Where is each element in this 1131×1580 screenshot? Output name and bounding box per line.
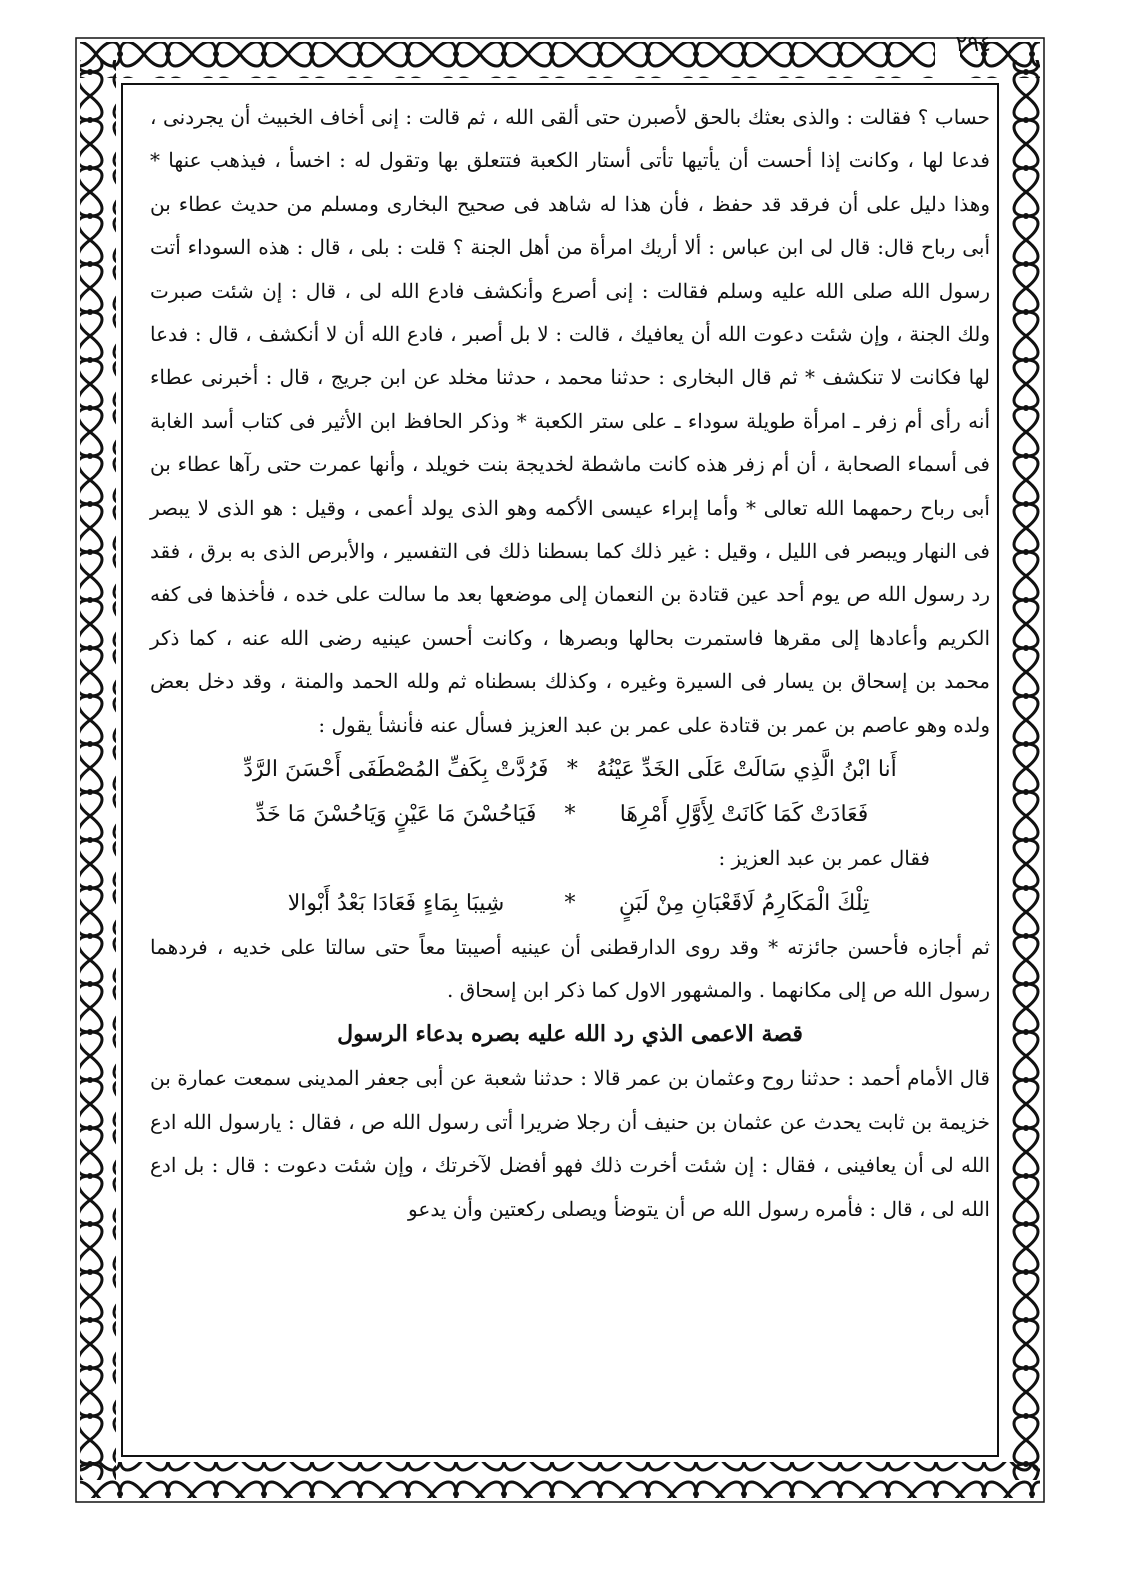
section-title: قصة الاعمى الذي رد الله عليه بصره بدعاء الرسول xyxy=(337,1021,803,1048)
verse-separator: * xyxy=(564,802,576,828)
verse-hemistich: تِلْكَ الْمَكَارِمُ لَاقَعْبَانِ مِنْ لَبَنٍ xyxy=(618,890,870,916)
verse-line xyxy=(150,792,990,837)
verse-hemistich: أَنا ابْنُ الَّذِي سَالَتْ عَلَى الخَدِّ عَيْنُهُ xyxy=(596,757,897,783)
verse-hemistich: شِيبَا بِمَاءٍ فَعَادَا بَعْدُ أَبْوالا xyxy=(287,890,505,916)
paragraph: فقال عمر بن عبد العزيز : xyxy=(718,846,930,871)
paragraph: حساب ؟ فقالت : والذى بعثك بالحق لأصبرن حتى ألقى الله ، ثم قالت : إنى أخاف الخبيث أن يجردنى ، فدعا لها ، وكانت إذا أحست أن يأتيها تأتى أستار الكعبة فتتعلق بها وتقول له : اخسأ ، فيذهب عنها * وهذا دليل على أن فرقد قد حفظ ، فأن هذا له شاهد فى صحيح البخارى ومسلم من حديث عطاء بن أبى رباح قال: قال لى ابن عباس : ألا أريك امرأة من أهل الجنة ؟ قلت : بلى ، قال : هذه السوداء أتت رسول الله صلى الله عليه وسلم فقالت : إنى أصرع وأنكشف فادع الله لى ، قال : إن شئت صبرت ولك الجنة ، وإن شئت دعوت الله أن يعافيك ، قالت : لا بل أصبر ، فادع الله أن لا أنكشف ، قال : فدعا لها فكانت لا تنكشف * ثم قال البخارى : حدثنا محمد ، حدثنا مخلد عن ابن جريج ، قال : أخبرنى عطاء أنه رأى أم زفر ـ امرأة طويلة سوداء ـ على ستر الكعبة * وذكر الحافظ ابن الأثير فى كتاب أسد الغابة فى أسماء الصحابة ، أن أم زفر هذه كانت ماشطة لخديجة بنت خويلد ، وأنها عمرت حتى رآها عطاء بن أبى رباح رحمهما الله تعالى * وأما إبراء عيسى الأكمه وهو الذى يولد أعمى ، وقيل : هو الذى لا يبصر فى النهار ويبصر فى الليل ، وقيل : غير ذلك كما بسطنا ذلك فى التفسير ، والأبرص الذى به برق ، فقد رد رسول الله ص يوم أحد عين قتادة بن النعمان إلى موضعها بعد ما سالت على خده ، فأخذها فى كفه الكريم وأعادها إلى مقرها فاستمرت بحالها وبصرها ، وكانت أحسن عينيه رضى الله عنه ، كما ذكر محمد بن إسحاق بن يسار فى السيرة وغيره ، وكذلك بسطناه ثم ولله الحمد والمنة ، وقد دخل بعض ولده وهو عاصم بن عمر بن قتادة على عمر بن عبد العزيز فسأل عنه فأنشأ يقول : xyxy=(150,105,990,737)
paragraph: قال الأمام أحمد : حدثنا روح وعثمان بن عمر قالا : حدثنا شعبة عن أبى جعفر المدينى سمعت عمارة بن خزيمة بن ثابت يحدث عن عثمان بن حنيف أن رجلا ضريرا أتى رسول الله ص ، فقال : يارسول الله ادع الله لى أن يعافينى ، فقال : إن شئت أخرت ذلك فهو أفضل لآخرتك ، وإن شئت دعوت : قال : بل ادع الله لى ، قال : فأمره رسول الله ص أن يتوضأ ويصلى ركعتين وأن يدعو xyxy=(150,1066,990,1221)
verse-separator: * xyxy=(566,757,578,783)
verse-line xyxy=(150,747,990,792)
verse-hemistich: فَيَاحُسْنَ مَا عَيْنٍ وَيَاحُسْنَ مَا خَدِّ xyxy=(255,802,537,828)
verse-hemistich: فَعَادَتْ كَمَا كَانَتْ لِأَوَّلِ أَمْرِهَا xyxy=(619,802,869,828)
paragraph: ثم أجازه فأحسن جائزته * وقد روى الدارقطنى أن عينيه أصيبتا معاً حتى سالتا على خديه ، فردهما رسول الله ص إلى مكانهما . والمشهور الاول كما ذكر ابن إسحاق . xyxy=(150,934,990,1002)
page-body xyxy=(150,96,990,1456)
verse-line xyxy=(150,881,990,926)
verse-hemistich: فَرُدَّتْ بِكَفِّ المُصْطَفَى أَحْسَنَ الرَّدِّ xyxy=(243,757,549,783)
verse-separator: * xyxy=(564,890,576,916)
page-number: ٢٩٤ xyxy=(955,32,991,57)
